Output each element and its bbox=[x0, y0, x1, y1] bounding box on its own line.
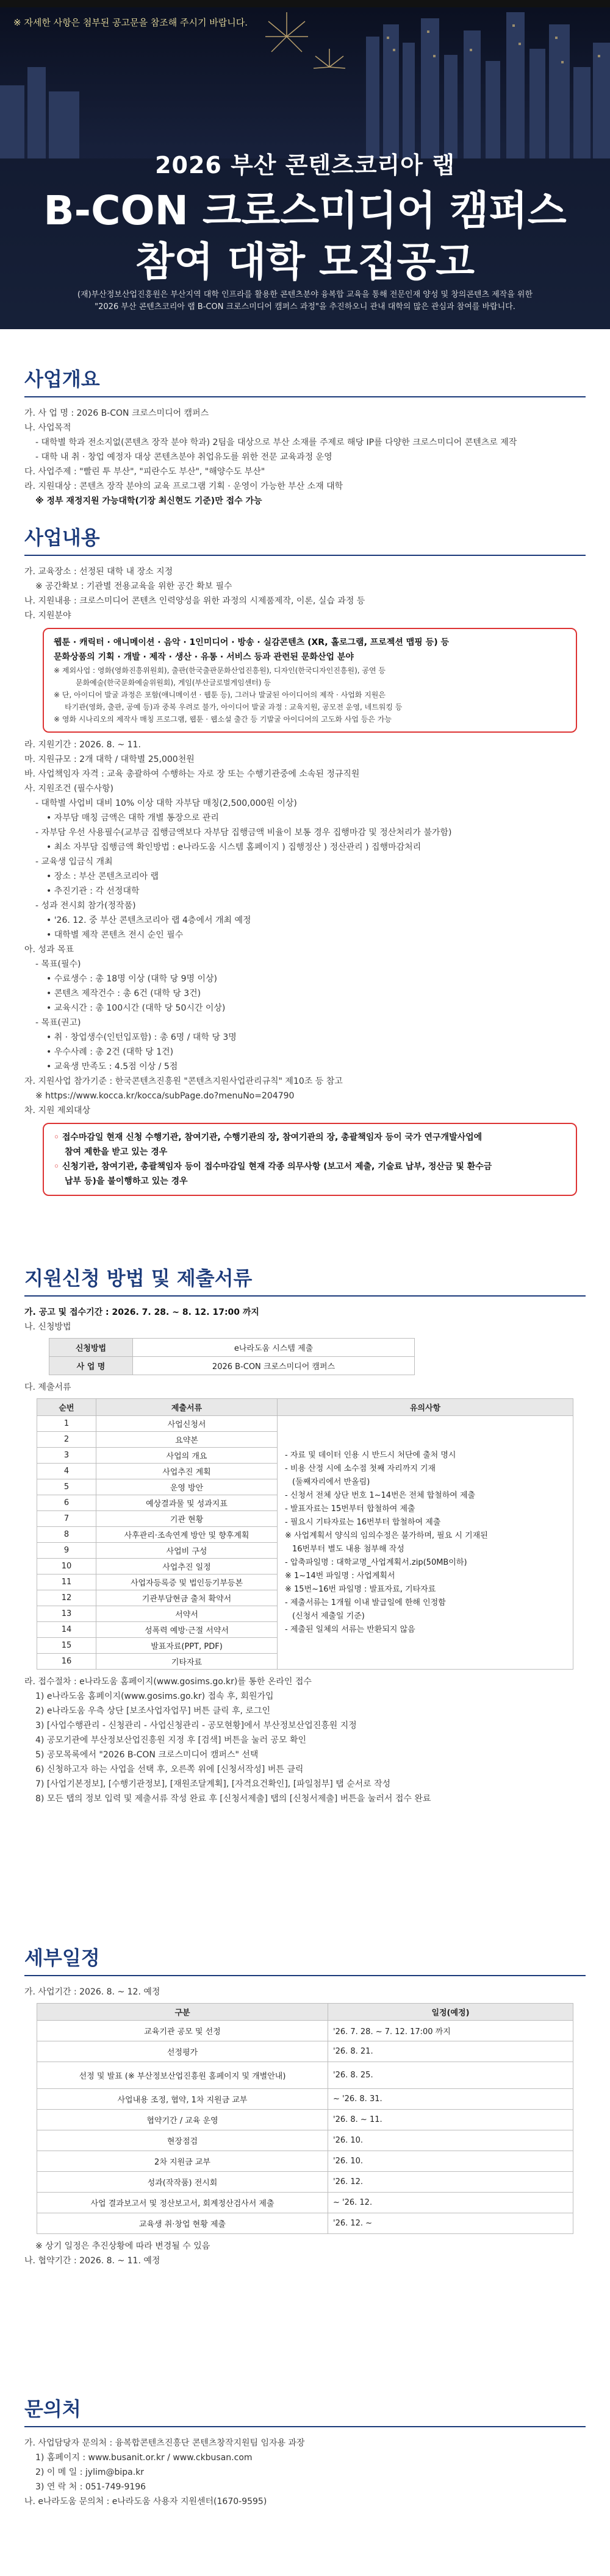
table-cell: 사 업 명 bbox=[49, 1357, 133, 1375]
hero-description-line: "2026 부산 콘텐츠코리아 랩 B-CON 크로스미디어 캠퍼스 과정"을 추진하오니 관내 대학의 많은 관심과 참여를 바랍니다. bbox=[95, 302, 515, 311]
content-line: 바. 사업책임자 자격 : 교육 총괄하여 수행하는 자로 장 또는 수행기관중에 소속된 정규직원 bbox=[24, 769, 360, 779]
page-title-line1: B-CON 크로스미디어 캠퍼스 bbox=[43, 187, 567, 234]
box-line: 문화예술(한국문화예술위원회), 게임(부산글로벌게임센터) 등 bbox=[76, 678, 271, 687]
note-line: - 발표자료는 15번부터 합철하여 제출 bbox=[285, 1504, 415, 1514]
apply-line: 나. 신청방법 bbox=[24, 1322, 71, 1332]
table-row bbox=[37, 2041, 573, 2062]
section-title: 지원신청 방법 및 제출서류 bbox=[24, 1267, 253, 1290]
table-cell: 사업추진 계획 bbox=[96, 1464, 278, 1479]
content-line: 아. 성과 목표 bbox=[24, 945, 74, 955]
table-header: 일정(예정) bbox=[328, 2004, 573, 2021]
table-cell: 사업내용 조정, 협약, 1차 지원금 교부 bbox=[37, 2089, 328, 2110]
content-line: • 수료생수 : 총 18명 이상 (대학 당 9명 이상) bbox=[46, 974, 218, 984]
note-line: (둘째자리에서 반올림) bbox=[292, 1477, 370, 1487]
table-cell: 10 bbox=[37, 1559, 96, 1574]
step-line: 1) e나라도움 홈페이지(www.gosims.go.kr) 접속 후, 회원가입 bbox=[35, 1692, 274, 1701]
method-table bbox=[49, 1338, 415, 1375]
table-cell: 2026 B-CON 크로스미디어 캠퍼스 bbox=[133, 1357, 415, 1375]
note-line: ※ 15번~16번 파일명 : 발표자료, 기타자료 bbox=[285, 1584, 436, 1594]
content-line: • 교육생 만족도 : 4.5점 이상 / 5점 bbox=[46, 1062, 178, 1072]
table-row bbox=[37, 2062, 573, 2089]
table-cell: ~ '26. 8. 31. bbox=[328, 2089, 573, 2110]
box-line: 문화상품의 기획 · 개발 · 제작 · 생산 · 유통 · 서비스 등과 관련된 문화산업 분야 bbox=[54, 652, 354, 662]
table-row bbox=[49, 1357, 415, 1375]
content-section bbox=[24, 524, 586, 1201]
table-cell: '26. 10. bbox=[328, 2130, 573, 2151]
table-cell: 성폭력 예방·근절 서약서 bbox=[96, 1622, 278, 1638]
table-cell: 운영 방안 bbox=[96, 1479, 278, 1495]
note-line: - 자료 및 데이터 인용 시 반드시 처단에 출처 명시 bbox=[285, 1450, 456, 1460]
table-cell: 성과(작작품) 전시회 bbox=[37, 2172, 328, 2193]
contact-homepage-link[interactable]: 1) 홈페이지 : www.busanit.or.kr / www.ckbusan.com bbox=[35, 2453, 253, 2463]
contact-phone: 3) 연 락 처 : 051-749-9196 bbox=[35, 2482, 146, 2492]
table-cell: 2 bbox=[37, 1432, 96, 1448]
table-row bbox=[37, 2213, 573, 2234]
table-cell: '26. 8. 21. bbox=[328, 2041, 573, 2062]
content-line: - 대학별 사업비 대비 10% 이상 대학 자부담 매칭(2,500,000원 이상) bbox=[35, 799, 297, 808]
step-line: 6) 신청하고자 하는 사업을 선택 후, 오른쪽 위에 [신청서작성] 버튼 클릭 bbox=[35, 1765, 304, 1774]
table-cell: e나라도움 시스템 제출 bbox=[133, 1339, 415, 1357]
table-cell: '26. 8. ~ 11. bbox=[328, 2110, 573, 2130]
overview-line: 나. 사업목적 bbox=[24, 423, 71, 433]
content-line: • 장소 : 부산 콘텐츠코리아 랩 bbox=[46, 872, 159, 881]
table-row bbox=[37, 2130, 573, 2151]
section-title: 문의처 bbox=[24, 2397, 81, 2421]
documents-table bbox=[37, 1398, 573, 1670]
exclusion-box bbox=[43, 1123, 577, 1196]
table-cell: 기타자료 bbox=[96, 1654, 278, 1670]
table-cell: 사업추진 일정 bbox=[96, 1559, 278, 1574]
contact-email-link[interactable]: 2) 이 메 일 : jylim@bipa.kr bbox=[35, 2467, 145, 2477]
schedule-table bbox=[37, 2003, 573, 2234]
table-cell: 사업의 개요 bbox=[96, 1448, 278, 1464]
apply-line: 라. 접수절차 : e나라도움 홈페이지(www.gosims.go.kr)를 통한 온라인 접수 bbox=[24, 1677, 312, 1687]
table-cell: 발표자료(PPT, PDF) bbox=[96, 1638, 278, 1654]
box-line bbox=[54, 1159, 566, 1174]
box-line: 웹툰 · 캐릭터 · 애니메이션 · 음악 · 1인미디어 · 방송 · 실감콘텐츠 (XR, 홀로그램, 프로젝션 맵핑 등) 등 bbox=[54, 638, 449, 647]
table-cell: ~ '26. 12. bbox=[328, 2193, 573, 2213]
table-cell: 사업 결과보고서 및 정산보고서, 회계정산검사서 제출 bbox=[37, 2193, 328, 2213]
table-cell: 4 bbox=[37, 1464, 96, 1479]
notice-text: ※ 자세한 사항은 첨부된 공고문을 참조해 주시기 바랍니다. bbox=[13, 17, 248, 28]
box-line: 참여 제한을 받고 있는 경우 bbox=[65, 1147, 168, 1157]
table-cell: '26. 8. 25. bbox=[328, 2062, 573, 2089]
table-row bbox=[37, 2004, 573, 2021]
table-row bbox=[37, 2193, 573, 2213]
table-header: 구분 bbox=[37, 2004, 328, 2021]
event-name: 2026 부산 콘텐츠코리아 랩 bbox=[155, 152, 455, 179]
table-cell: 기관부담현금 출처 확약서 bbox=[96, 1590, 278, 1606]
table-cell: 신청방법 bbox=[49, 1339, 133, 1357]
box-line-text: 접수마감일 현재 신청 수행기관, 참여기관, 수행기관의 장, 참여기관의 장, 총괄책임자 등이 국가 연구개발사업에 bbox=[62, 1133, 483, 1142]
table-cell: '26. 12. ~ bbox=[328, 2213, 573, 2234]
note-line: ※ 1~14번 파일명 : 사업계획서 bbox=[285, 1571, 395, 1581]
table-cell: 서약서 bbox=[96, 1606, 278, 1622]
section-divider bbox=[24, 555, 586, 556]
content-line: 자. 지원사업 참가기준 : 한국콘텐츠진흥원 "콘텐츠지원사업관리규칙" 제10조 등 참고 bbox=[24, 1076, 343, 1086]
table-header: 유의사항 bbox=[278, 1399, 573, 1416]
section-title: 사업내용 bbox=[24, 526, 100, 549]
note-line: - 제출서류는 1개월 이내 발급일에 한해 인정함 bbox=[285, 1598, 446, 1607]
hero-description bbox=[37, 289, 573, 313]
table-cell: 9 bbox=[37, 1543, 96, 1559]
table-cell: 14 bbox=[37, 1622, 96, 1638]
schedule-line: 가. 사업기간 : 2026. 8. ~ 12. 예정 bbox=[24, 1987, 160, 1997]
table-cell: 12 bbox=[37, 1590, 96, 1606]
step-line: 8) 모든 탭의 정보 입력 및 제출서류 작성 완료 후 [신청서제출] 탭의 [신청서제출] 버튼을 눌러서 접수 완료 bbox=[35, 1794, 431, 1804]
step-line: 2) e나라도움 우측 상단 [보조사업자업무] 버튼 클릭 후, 로그인 bbox=[35, 1706, 271, 1716]
table-row bbox=[37, 2021, 573, 2041]
apply-section bbox=[24, 1265, 586, 1806]
table-cell: 현장점검 bbox=[37, 2130, 328, 2151]
table-header: 제출서류 bbox=[96, 1399, 278, 1416]
page-title-line2: 참여 대학 모집공고 bbox=[135, 238, 475, 285]
content-line: 차. 지원 제외대상 bbox=[24, 1106, 91, 1115]
table-cell: 11 bbox=[37, 1574, 96, 1590]
content-line: 사. 지원조건 (필수사항) bbox=[24, 784, 113, 794]
table-cell: 5 bbox=[37, 1479, 96, 1495]
overview-section bbox=[24, 366, 586, 508]
table-cell: 3 bbox=[37, 1448, 96, 1464]
section-title: 세부일정 bbox=[24, 1946, 100, 1969]
bullet-icon: ◦ bbox=[54, 1133, 62, 1142]
bullet-icon: ◦ bbox=[54, 1162, 62, 1172]
notes-cell bbox=[278, 1416, 573, 1670]
contact-section bbox=[24, 2396, 586, 2509]
content-line: 마. 지원규모 : 2개 대학 / 대학별 25,000천원 bbox=[24, 755, 195, 764]
content-line: - 교육생 입금식 개최 bbox=[35, 857, 113, 867]
table-row bbox=[49, 1339, 415, 1357]
content-line: 다. 지원분야 bbox=[24, 611, 71, 621]
overview-line: 다. 사업주제 : "빨린 투 부산", "피란수도 부산", "해양수도 부산" bbox=[24, 467, 265, 477]
content-line: • 추진기관 : 각 선정대학 bbox=[46, 886, 140, 896]
table-cell: 15 bbox=[37, 1638, 96, 1654]
content-line: - 자부담 우선 사용필수(교부금 집행금액보다 자부담 집행금액 비율이 보통 경우 집행마감 및 정산처리가 불가함) bbox=[35, 828, 452, 838]
table-cell: 요약본 bbox=[96, 1432, 278, 1448]
table-cell: 협약기간 / 교육 운영 bbox=[37, 2110, 328, 2130]
table-cell: 16 bbox=[37, 1654, 96, 1670]
table-cell: 사업비 구성 bbox=[96, 1543, 278, 1559]
content-line: • 콘텐츠 제작건수 : 총 6건 (대학 당 3건) bbox=[46, 989, 201, 998]
step-line: 7) [사업기본정보], [수행기관정보], [재원조달계획], [자격요건확인], [파일첨부] 탭 순서로 작성 bbox=[35, 1779, 391, 1789]
table-cell: 교육기관 공모 및 선정 bbox=[37, 2021, 328, 2041]
table-row bbox=[37, 2110, 573, 2130]
section-divider bbox=[24, 1295, 586, 1297]
step-line: 4) 공모기관에 부산정보산업진흥원 지정 후 [검색] 버튼을 눌러 공모 확인 bbox=[35, 1735, 307, 1745]
table-cell: 예상결과물 및 성과지표 bbox=[96, 1495, 278, 1511]
overview-line: ※ 정부 재정지원 가능대학(기장 최신현도 기준)만 접수 가능 bbox=[35, 496, 262, 506]
content-line: 가. 교육장소 : 선정된 대학 내 장소 지정 bbox=[24, 567, 173, 577]
content-line: • 대학별 제작 콘텐츠 전시 순인 필수 bbox=[46, 930, 184, 940]
step-line: 5) 공모목록에서 "2026 B-CON 크로스미디어 캠퍼스" 선택 bbox=[35, 1750, 259, 1760]
content-line: • 취 · 창업생수(인턴입포함) : 총 6명 / 대학 당 3명 bbox=[46, 1033, 237, 1042]
table-row bbox=[37, 1399, 573, 1416]
section-divider bbox=[24, 1975, 586, 1976]
table-cell: 사업자등록증 및 법인등기부등본 bbox=[96, 1574, 278, 1590]
box-line: ※ 영화 시나리오의 제작사 매칭 프로그램, 웹툰 · 웹소설 출간 등 기발굴 아이디어의 고도화 사업 등은 가능 bbox=[54, 715, 392, 724]
box-line-text: 신청기관, 참여기관, 총괄책임자 등이 접수마감일 현재 각종 의무사항 (보고서 제출, 기술료 납부, 정산금 및 환수금 bbox=[62, 1162, 492, 1172]
table-row bbox=[37, 1416, 573, 1432]
content-line: - 목표(권고) bbox=[35, 1018, 81, 1028]
contact-line: 가. 사업담당자 문의처 : 융복합콘텐츠진흥단 콘텐츠창작지원팀 임자용 과장 bbox=[24, 2438, 305, 2448]
apply-period: 가. 공고 및 접수기간 : 2026. 7. 28. ~ 8. 12. 17:00 까지 bbox=[24, 1308, 259, 1317]
content-line: - 성과 전시회 참가(정작품) bbox=[35, 901, 136, 911]
section-divider bbox=[24, 396, 586, 397]
step-line: 3) [사업수행관리 - 신청관리 - 사업신청관리 - 공모현황]에서 부산정보산업진흥원 지정 bbox=[35, 1721, 357, 1731]
hero-description-line: (재)부산정보산업진흥원은 부산지역 대학 인프라를 활용한 콘텐츠분야 융복합 교육을 통해 전문인재 양성 및 창의콘텐츠 제작을 위한 bbox=[77, 290, 533, 299]
kocca-link[interactable]: ※ https://www.kocca.kr/kocca/subPage.do?menuNo=204790 bbox=[35, 1091, 295, 1101]
schedule-section bbox=[24, 1944, 586, 2268]
table-cell: '26. 7. 28. ~ 7. 12. 17:00 까지 bbox=[328, 2021, 573, 2041]
table-cell: 선정 및 발표 (※ 부산정보산업진흥원 홈페이지 및 개별안내) bbox=[37, 2062, 328, 2089]
note-line: - 필요시 기타자료는 16번부터 합철하여 제출 bbox=[285, 1517, 441, 1527]
box-line bbox=[54, 1130, 566, 1145]
table-row bbox=[37, 2089, 573, 2110]
note-line: (신청서 제출일 기준) bbox=[292, 1611, 365, 1621]
table-cell: 교육생 취·창업 현황 제출 bbox=[37, 2213, 328, 2234]
note-line: - 비용 산정 시에 소수점 첫째 자리까지 기재 bbox=[285, 1464, 436, 1473]
table-cell: 8 bbox=[37, 1527, 96, 1543]
table-cell: 6 bbox=[37, 1495, 96, 1511]
overview-line: - 대학별 학과 전소지없(콘텐츠 장작 분야 학과) 2팀을 대상으로 부산 소재를 주제로 해당 IP를 다양한 크로스미디어 콘텐츠로 제작 bbox=[35, 438, 517, 447]
table-cell: 사후관리·조속연계 방안 및 향후계획 bbox=[96, 1527, 278, 1543]
note-line: - 제출된 일체의 서류는 반환되지 않음 bbox=[285, 1624, 415, 1634]
schedule-line: 나. 협약기간 : 2026. 8. ~ 11. 예정 bbox=[24, 2256, 160, 2266]
support-field-box bbox=[43, 628, 577, 733]
table-cell: 사업신청서 bbox=[96, 1416, 278, 1432]
note-line: 16번부터 별도 내용 첨부해 작성 bbox=[292, 1544, 404, 1554]
content-line: - 목표(필수) bbox=[35, 959, 81, 969]
box-line: ※ 제외사업 : 영화(영화진흥위원회), 출판(한국출판문화산업진흥원), 디자인(한국디자인진흥원), 공연 등 bbox=[54, 666, 386, 675]
table-cell: 1 bbox=[37, 1416, 96, 1432]
content-line: 나. 지원내용 : 크로스미디어 콘텐츠 인력양성을 위한 과정의 시제품제작, 이론, 실습 과정 등 bbox=[24, 596, 365, 606]
table-header: 순번 bbox=[37, 1399, 96, 1416]
note-line: - 신청서 전체 상단 번호 1~14번은 전체 합철하여 제출 bbox=[285, 1490, 476, 1500]
schedule-note: ※ 상기 일정은 추진상황에 따라 변경될 수 있음 bbox=[35, 2241, 210, 2251]
overview-line: 가. 사 업 명 : 2026 B-CON 크로스미디어 캠퍼스 bbox=[24, 408, 209, 418]
content-line: • 교육시간 : 총 100시간 (대학 당 50시간 이상) bbox=[46, 1003, 226, 1013]
section-divider bbox=[24, 2426, 586, 2427]
table-cell: 기관 현황 bbox=[96, 1511, 278, 1527]
table-row bbox=[37, 2151, 573, 2172]
overview-line: 라. 지원대상 : 콘텐츠 장작 분야의 교육 프로그램 기획 · 운영이 가능한 부산 소재 대학 bbox=[24, 482, 343, 491]
box-line: 납부 등)을 불이행하고 있는 경우 bbox=[65, 1176, 188, 1186]
hero-banner bbox=[0, 0, 610, 329]
overview-line: - 대학 내 취 · 창업 예정자 대상 콘텐츠분야 취업유도를 위한 전문 교육과정 운영 bbox=[35, 452, 332, 462]
table-cell: 13 bbox=[37, 1606, 96, 1622]
content-line: • 우수사례 : 총 2건 (대학 당 1건) bbox=[46, 1047, 174, 1057]
content-line: • '26. 12. 중 부산 콘텐츠코리아 랩 4층에서 개최 예정 bbox=[46, 916, 251, 925]
note-line: - 압축파일명 : 대학교명_사업계획서.zip(50MB이하) bbox=[285, 1557, 467, 1567]
apply-line: 다. 제출서류 bbox=[24, 1382, 71, 1392]
table-cell: '26. 10. bbox=[328, 2151, 573, 2172]
content-line: • 최소 자부담 집행금액 확인방법 : e나라도움 시스템 홈페이지 ) 집행정산 ) 정산관리 ) 집행마감처리 bbox=[46, 842, 422, 852]
note-line: ※ 사업계획서 양식의 임의수정은 불가하며, 필요 시 기재된 bbox=[285, 1531, 488, 1540]
box-line: ※ 단, 아이디어 발굴 과정은 포함(애니메이션 · 웹툰 등), 그러나 발굴된 아이디어의 제작 · 사업화 지원은 bbox=[54, 691, 386, 699]
table-cell: 선정평가 bbox=[37, 2041, 328, 2062]
table-cell: '26. 12. bbox=[328, 2172, 573, 2193]
content-line: ※ 공간확보 : 기관별 전용교육을 위한 공간 확보 필수 bbox=[35, 582, 232, 591]
table-cell: 7 bbox=[37, 1511, 96, 1527]
contact-line: 나. e나라도움 문의처 : e나라도움 사용자 지원센터(1670-9595) bbox=[24, 2497, 267, 2507]
content-line: 라. 지원기간 : 2026. 8. ~ 11. bbox=[24, 740, 141, 750]
section-title: 사업개요 bbox=[24, 368, 100, 391]
box-line: 타기관(영화, 출판, 공예 등)과 중복 우려로 불가, 아이디어 발굴 과정 : 교육지원, 공모전 운영, 네트워킹 등 bbox=[65, 703, 403, 711]
table-cell: 2차 지원금 교부 bbox=[37, 2151, 328, 2172]
content-line: • 자부담 매칭 금액은 대학 개별 통장으로 관리 bbox=[46, 813, 219, 823]
table-row bbox=[37, 2172, 573, 2193]
